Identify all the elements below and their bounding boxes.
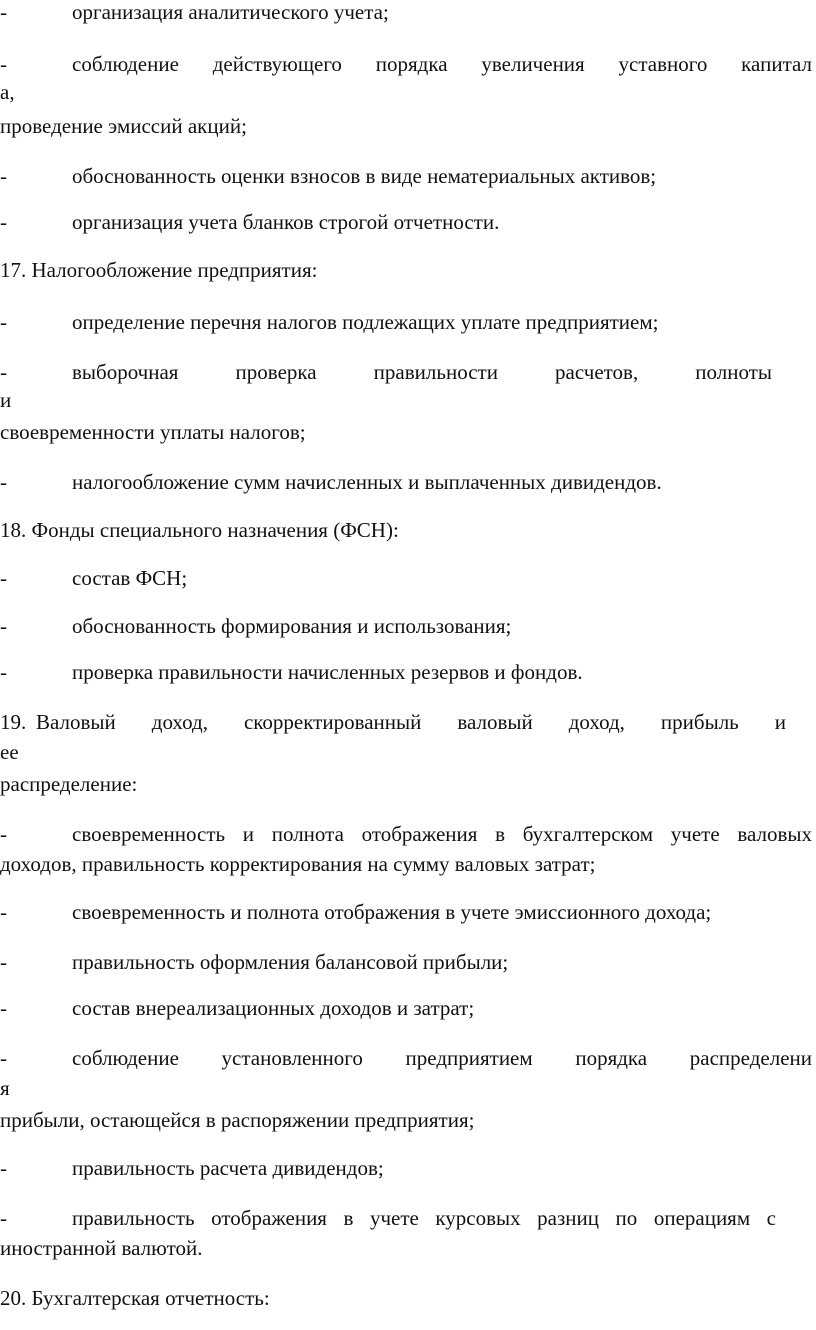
list-item-continuation: доходов, правильность корректирования на сумму валовых затрат; (0, 852, 596, 876)
list-item-text: состав внереализационных доходов и затрат; (72, 996, 475, 1020)
bullet-dash: - (0, 210, 7, 234)
list-item-text: налогообложение сумм начисленных и выплаченных дивидендов. (72, 470, 662, 494)
list-item-text: правильность отображения в учете курсовых разниц по операциям с (72, 1206, 776, 1230)
list-item-text: выборочная проверка правильности расчетов, полноты (72, 360, 772, 384)
bullet-dash: - (0, 900, 7, 924)
list-item-text: своевременность и полнота отображения в учете эмиссионного дохода; (72, 900, 712, 924)
bullet-dash: - (0, 660, 7, 684)
bullet-dash: - (0, 470, 7, 494)
list-item-text: организация аналитического учета; (72, 0, 389, 24)
bullet-dash: - (0, 1046, 7, 1070)
list-item-text: организация учета бланков строгой отчетности. (72, 210, 500, 234)
bullet-dash: - (0, 1156, 7, 1180)
list-item-text: соблюдение действующего порядка увеличения уставного капитал (72, 52, 812, 76)
list-item-continuation: иностранной валютой. (0, 1236, 203, 1260)
bullet-dash: - (0, 566, 7, 590)
bullet-dash: - (0, 950, 7, 974)
bullet-dash: - (0, 614, 7, 638)
list-item-wrap: я (0, 1076, 10, 1100)
section-heading-18: 18. Фонды специального назначения (ФСН): (0, 518, 399, 542)
list-item-continuation: прибыли, остающейся в распоряжении предприятия; (0, 1108, 475, 1132)
list-item-text: обоснованность формирования и использования; (72, 614, 512, 638)
section-number: 19. (0, 710, 27, 734)
section-heading-wrap: ее (0, 740, 19, 764)
bullet-dash: - (0, 164, 7, 188)
list-item-text: правильность оформления балансовой прибыли; (72, 950, 509, 974)
list-item-text: соблюдение установленного предприятием порядка распределени (72, 1046, 812, 1070)
list-item-text: проверка правильности начисленных резервов и фондов. (72, 660, 583, 684)
bullet-dash: - (0, 52, 7, 76)
list-item-text: состав ФСН; (72, 566, 188, 590)
list-item-text: определение перечня налогов подлежащих уплате предприятием; (72, 310, 659, 334)
section-heading-17: 17. Налогообложение предприятия: (0, 258, 318, 282)
list-item-wrap: и (0, 388, 12, 412)
list-item-text: своевременность и полнота отображения в бухгалтерском учете валовых (72, 822, 812, 846)
list-item-text: обоснованность оценки взносов в виде нематериальных активов; (72, 164, 657, 188)
bullet-dash: - (0, 822, 7, 846)
list-item-continuation: проведение эмиссий акций; (0, 114, 247, 138)
list-item-continuation: своевременности уплаты налогов; (0, 420, 306, 444)
section-heading-20: 20. Бухгалтерская отчетность: (0, 1286, 270, 1310)
bullet-dash: - (0, 0, 7, 24)
bullet-dash: - (0, 310, 7, 334)
section-heading-continuation: распределение: (0, 772, 138, 796)
bullet-dash: - (0, 360, 7, 384)
list-item-wrap: а, (0, 80, 15, 104)
bullet-dash: - (0, 996, 7, 1020)
bullet-dash: - (0, 1206, 7, 1230)
section-heading-text: Валовый доход, скорректированный валовый доход, прибыль и (36, 710, 786, 734)
list-item-text: правильность расчета дивидендов; (72, 1156, 384, 1180)
